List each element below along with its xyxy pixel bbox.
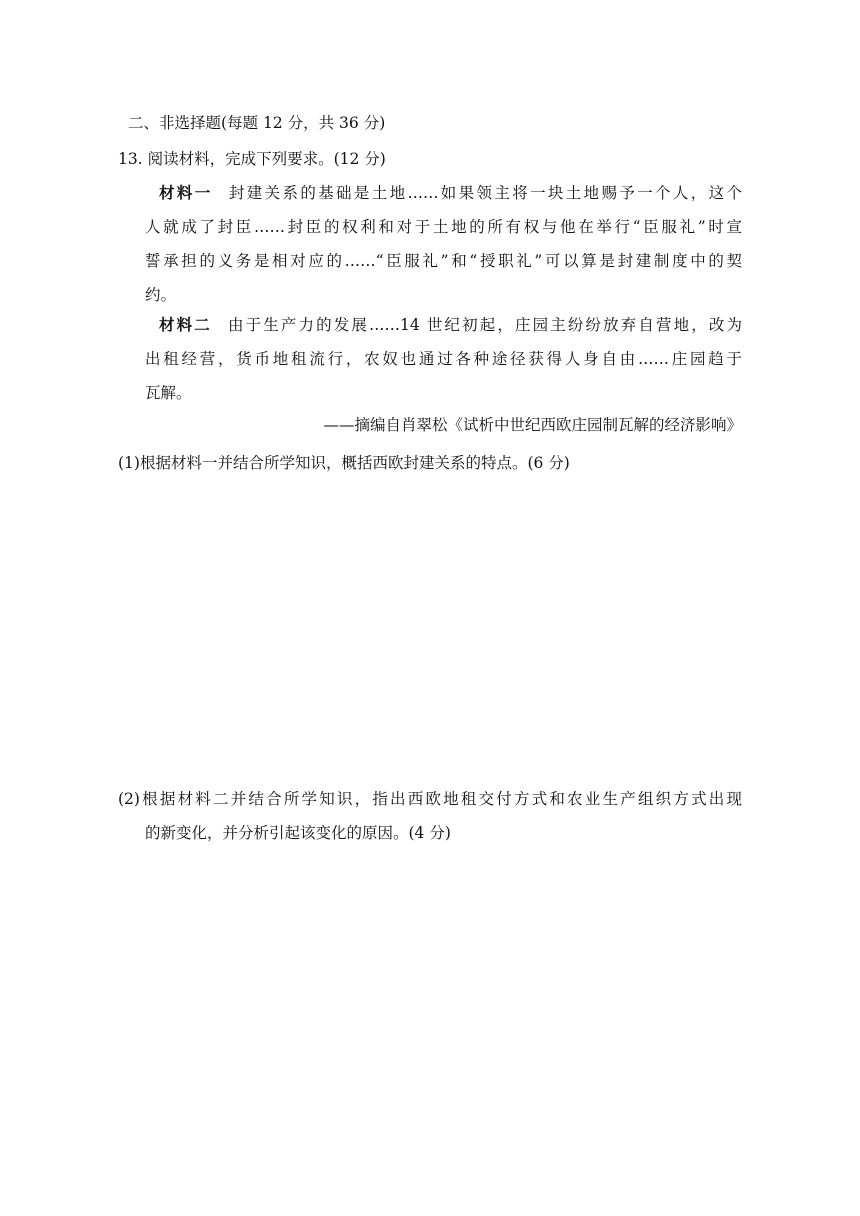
- answer-area-1: [118, 480, 742, 780]
- sub-question-1: (1)根据材料一并结合所学知识，概括西欧封建关系的特点。(6 分): [118, 454, 570, 472]
- material-2-line-3: 瓦解。: [145, 384, 192, 402]
- sub-question-2-line-1: (2)根据材料二并结合所学知识，指出西欧地租交付方式和农业生产组织方式出现: [118, 790, 742, 808]
- material-2-text-1: 由于生产力的发展……14 世纪初起，庄园主纷纷放弃自营地，改为: [225, 316, 742, 334]
- material-1-line-4: 约。: [145, 286, 177, 304]
- material-2-line-2: 出租经营，货币地租流行，农奴也通过各种途径获得人身自由……庄园趋于: [145, 350, 742, 368]
- material-1-line-3: 誓承担的义务是相对应的……“臣服礼”和“授职礼”可以算是封建制度中的契: [145, 252, 742, 270]
- material-1-line-1: [159, 183, 742, 203]
- section-heading: 二、非选择题(每题 12 分，共 36 分): [128, 114, 386, 132]
- material-2-line-1: [159, 315, 742, 335]
- material-1-text-1: 封建关系的基础是土地……如果领主将一块土地赐予一个人，这个: [226, 184, 742, 202]
- material-2-label: 材料二: [159, 315, 212, 334]
- sub-question-2-line-2: 的新变化，并分析引起该变化的原因。(4 分): [145, 824, 451, 842]
- material-source: ——摘编自肖翠松《试析中世纪西欧庄园制瓦解的经济影响》: [323, 416, 742, 434]
- material-1-label: 材料一: [159, 183, 213, 202]
- answer-area-2: [118, 850, 742, 1180]
- material-1-line-2: 人就成了封臣……封臣的权利和对于土地的所有权与他在举行“臣服礼”时宣: [145, 218, 742, 236]
- question-13-stem: 13. 阅读材料，完成下列要求。(12 分): [118, 150, 386, 168]
